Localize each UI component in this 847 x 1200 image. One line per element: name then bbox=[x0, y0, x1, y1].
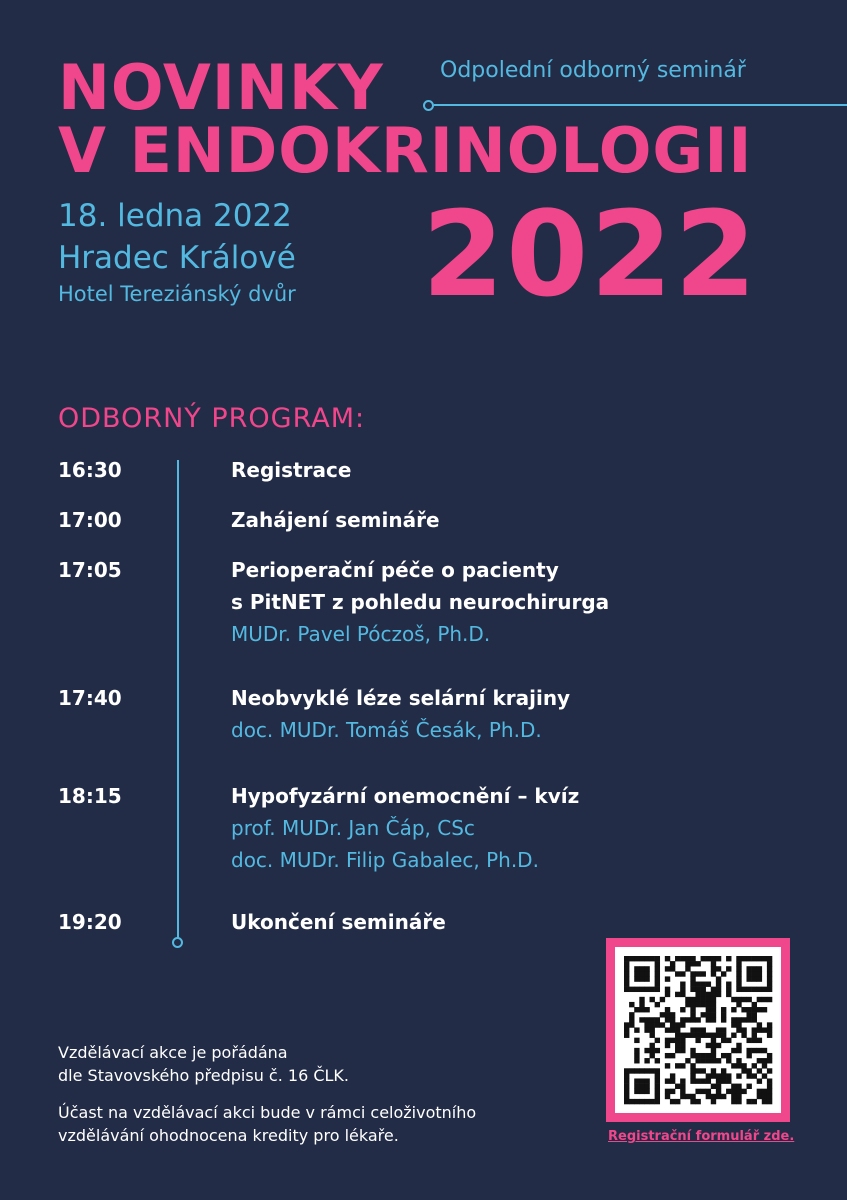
title-line-1: NOVINKY bbox=[58, 51, 384, 124]
event-year: 2022 bbox=[422, 185, 759, 323]
program-speaker: doc. MUDr. Filip Gabalec, Ph.D. bbox=[231, 848, 539, 872]
qr-code-icon[interactable] bbox=[615, 947, 781, 1113]
title-line-2: V ENDOKRINOLOGII bbox=[58, 114, 753, 187]
header-line bbox=[434, 104, 847, 106]
program-title: Ukončení semináře bbox=[231, 910, 446, 934]
program-speaker: doc. MUDr. Tomáš Česák, Ph.D. bbox=[231, 718, 542, 742]
program-speaker: MUDr. Pavel Póczoš, Ph.D. bbox=[231, 622, 491, 646]
program-title: Zahájení semináře bbox=[231, 508, 440, 532]
event-city: Hradec Králové bbox=[58, 240, 296, 276]
program-time: 19:20 bbox=[58, 910, 122, 934]
program-time: 17:40 bbox=[58, 686, 122, 710]
program-heading: ODBORNÝ PROGRAM: bbox=[58, 403, 366, 434]
program-time: 17:00 bbox=[58, 508, 122, 532]
line-dot-top bbox=[423, 100, 434, 111]
event-date: 18. ledna 2022 bbox=[58, 198, 292, 234]
qr-code-frame[interactable] bbox=[606, 938, 790, 1122]
event-venue: Hotel Tereziánský dvůr bbox=[58, 282, 296, 306]
footnote-line: Účast na vzdělávací akci bude v rámci celoživotního bbox=[58, 1103, 477, 1122]
seminar-subtitle: Odpolední odborný seminář bbox=[440, 58, 746, 83]
program-time: 17:05 bbox=[58, 558, 122, 582]
footnote-line: Vzdělávací akce je pořádána bbox=[58, 1043, 288, 1062]
footnote-line: dle Stavovského předpisu č. 16 ČLK. bbox=[58, 1066, 350, 1085]
footnote-line: vzdělávání ohodnocena kredity pro lékaře. bbox=[58, 1126, 399, 1145]
program-title: s PitNET z pohledu neurochirurga bbox=[231, 590, 610, 614]
program-speaker: prof. MUDr. Jan Čáp, CSc bbox=[231, 816, 475, 840]
program-time: 16:30 bbox=[58, 458, 122, 482]
program-time: 18:15 bbox=[58, 784, 122, 808]
program-title: Perioperační péče o pacienty bbox=[231, 558, 559, 582]
registration-link[interactable]: Registrační formulář zde. bbox=[608, 1129, 795, 1144]
program-title: Neobvyklé léze selární krajiny bbox=[231, 686, 571, 710]
timeline-end-dot bbox=[172, 937, 183, 948]
program-title: Hypofyzární onemocnění – kvíz bbox=[231, 784, 580, 808]
program-title: Registrace bbox=[231, 458, 352, 482]
timeline-line bbox=[177, 460, 179, 938]
